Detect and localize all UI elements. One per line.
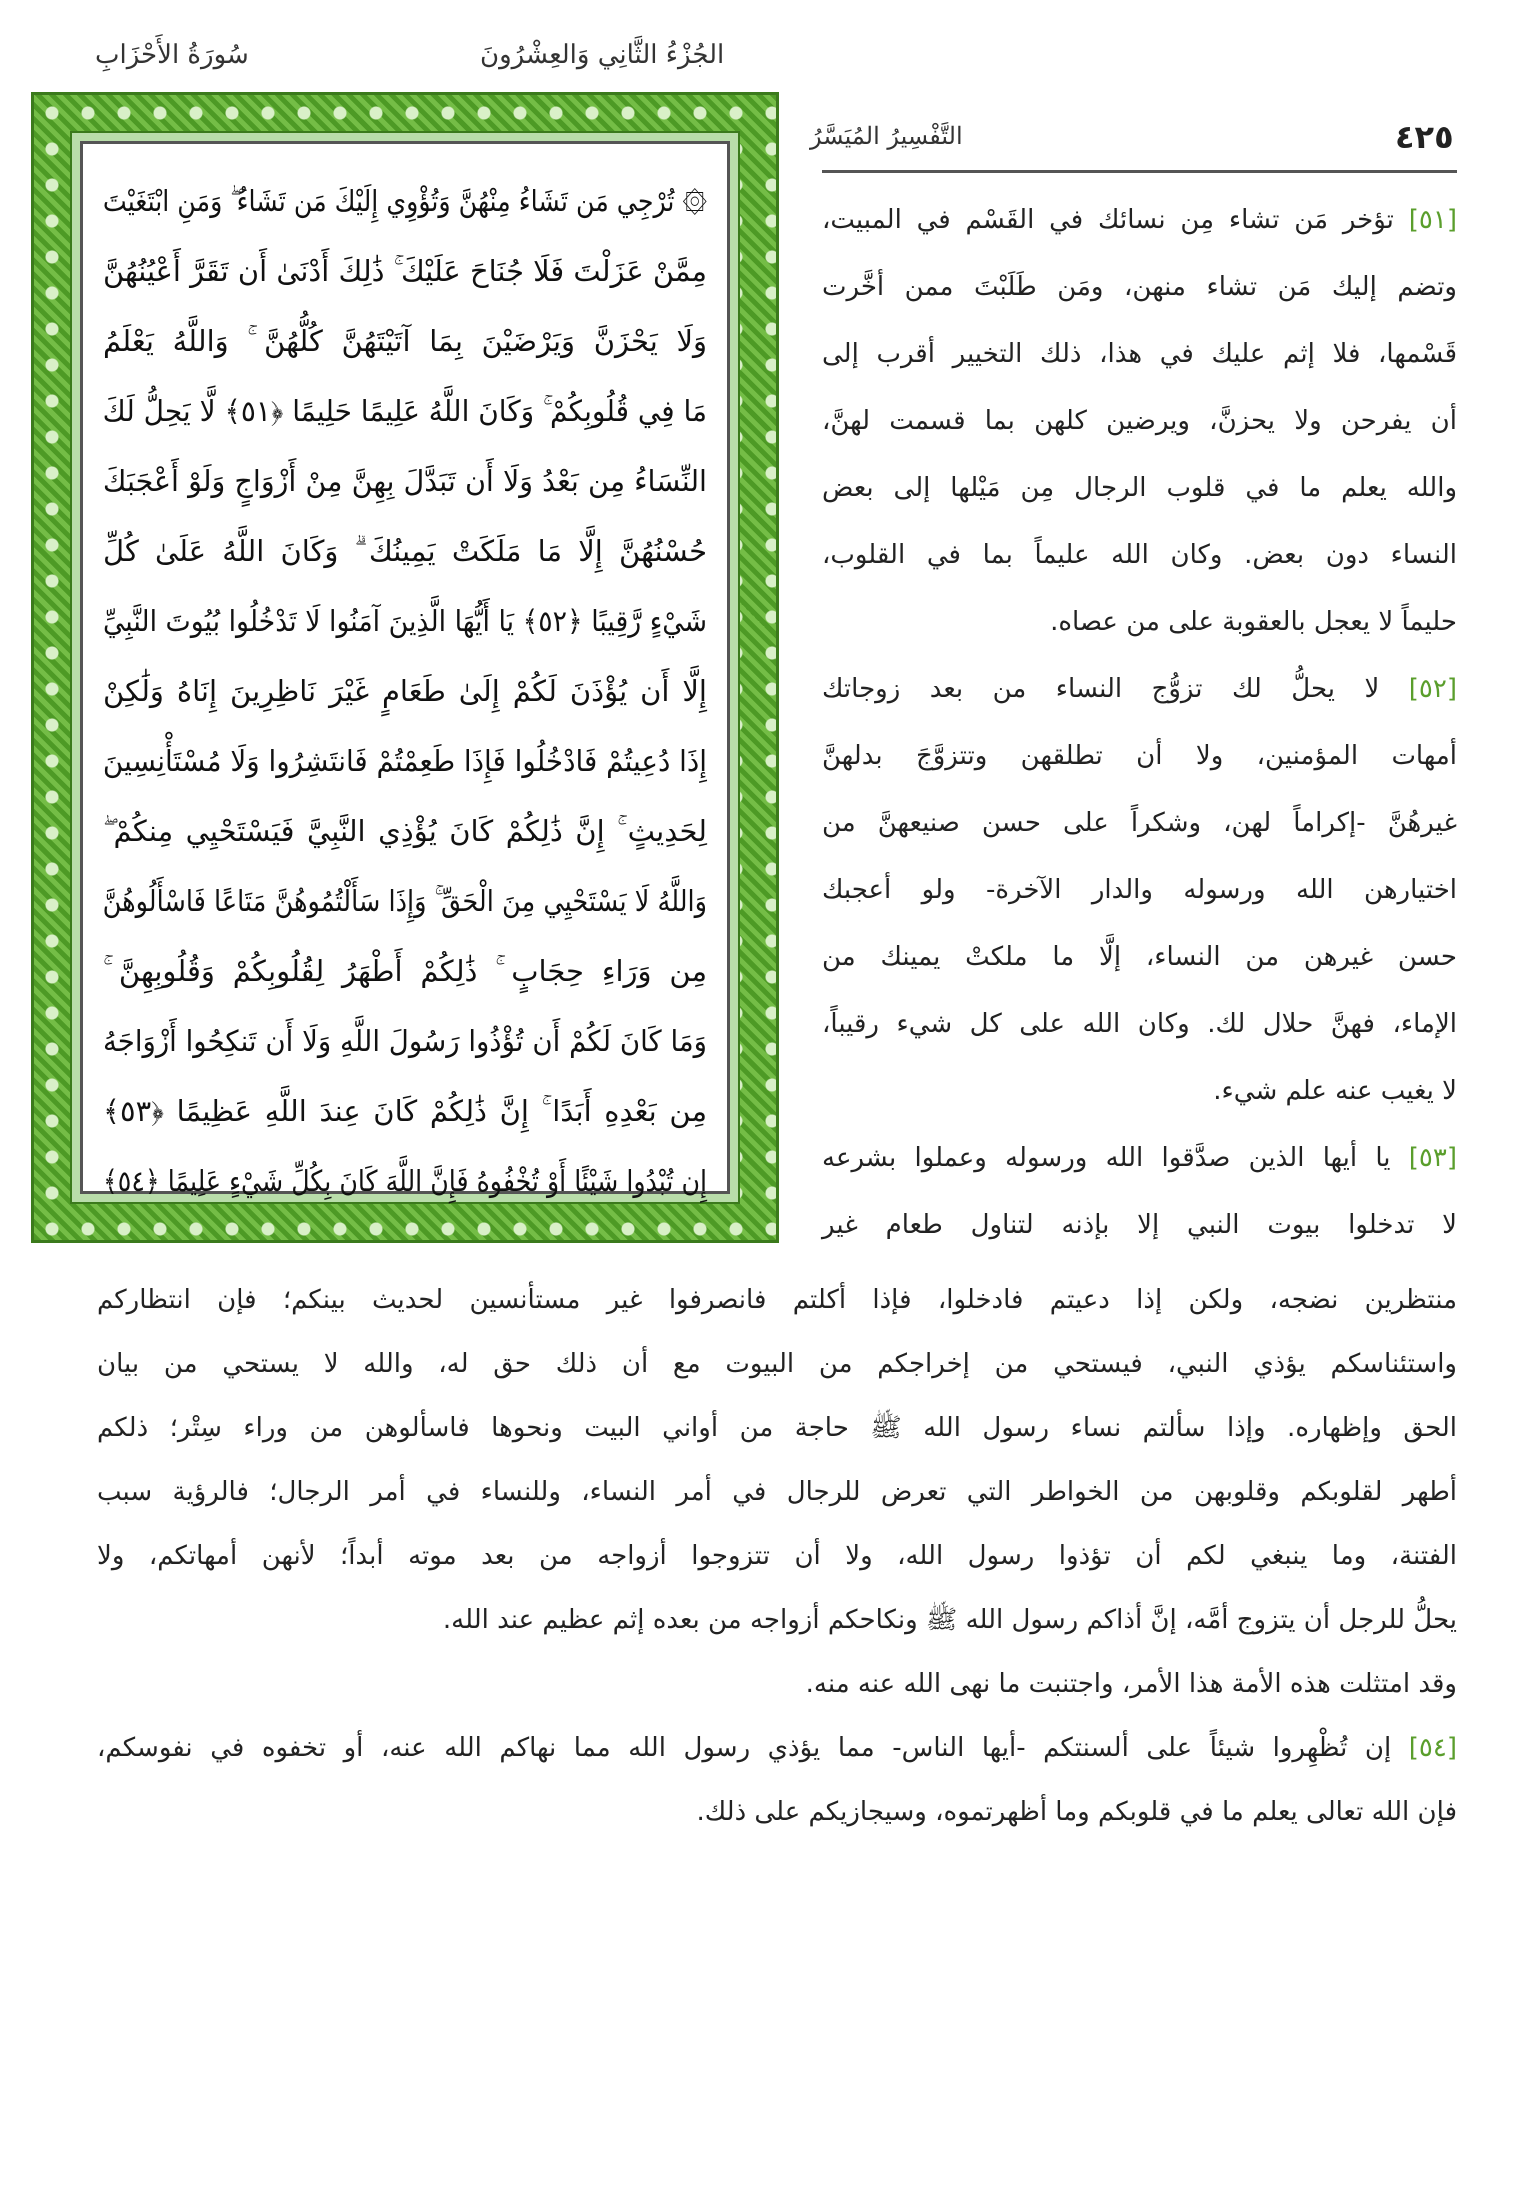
tafsir-line — [822, 991, 1457, 1058]
tafsir-text: فإن الله تعالى يعلم ما في قلوبكم وما أظهرتموه، وسيجازيكم على ذلك. — [696, 1797, 1457, 1827]
tafsir-line — [822, 924, 1457, 991]
quran-text — [103, 166, 707, 1216]
tafsir-line — [822, 388, 1457, 455]
surah-name-header: سُورَةُ الأَحْزَابِ — [95, 40, 249, 70]
quran-line: وَمَا كَانَ لَكُمْ أَن تُؤْذُوا رَسُولَ اللَّهِ وَلَا أَن تَنكِحُوا أَزْوَاجَهُ — [103, 1024, 707, 1058]
tafsir-column — [822, 187, 1457, 1259]
tafsir-line — [822, 1192, 1457, 1259]
tafsir-text: تؤخر مَن تشاء مِن نسائك في القَسْم في المبيت، — [822, 205, 1394, 235]
tafsir-line — [822, 455, 1457, 522]
quran-text-box — [80, 141, 730, 1198]
tafsir-line — [97, 1268, 1457, 1332]
tafsir-text: قَسْمها، فلا إثم عليك في هذا، ذلك التخيير أقرب إلى — [822, 339, 1457, 369]
tafsir-text: لا يحلُّ لك تزوُّج النساء من بعد زوجاتك — [822, 674, 1380, 704]
verse-number-label: [٥٢] — [1408, 674, 1457, 704]
tafsir-line — [822, 857, 1457, 924]
quran-line: حُسْنُهُنَّ إِلَّا مَا مَلَكَتْ يَمِينُكَ ۗ وَكَانَ اللَّهُ عَلَىٰ كُلِّ — [103, 534, 707, 568]
tafsir-text: يا أيها الذين صدَّقوا الله ورسوله وعملوا بشرعه — [822, 1143, 1391, 1173]
tafsir-line — [97, 1652, 1457, 1716]
tafsir-text: حليماً لا يعجل بالعقوبة على من عصاه. — [1050, 607, 1457, 637]
tafsir-text: إن تُظْهِروا شيئاً على ألسنتكم -أيها الناس- مما يؤذي رسول الله مما نهاكم الله عنه، أو تخفوه في نفوسكم، — [97, 1733, 1392, 1763]
tafsir-line — [97, 1780, 1457, 1844]
quran-line: النِّسَاءُ مِن بَعْدُ وَلَا أَن تَبَدَّلَ بِهِنَّ مِنْ أَزْوَاجٍ وَلَوْ أَعْجَبَكَ — [102, 464, 707, 498]
quran-line: إِن تُبْدُوا شَيْئًا أَوْ تُخْفُوهُ فَإِنَّ اللَّهَ كَانَ بِكُلِّ شَيْءٍ عَلِيمًا ﴿٥٤﴾ — [103, 1164, 707, 1198]
tafsir-text: النساء دون بعض. وكان الله عليماً بما في القلوب، — [822, 540, 1457, 570]
tafsir-line — [822, 790, 1457, 857]
tafsir-line — [822, 321, 1457, 388]
header-divider — [822, 170, 1457, 173]
juz-name-header: الجُزْءُ الثَّانِي وَالعِشْرُونَ — [480, 40, 725, 70]
verse-number-label: [٥٣] — [1408, 1143, 1457, 1173]
tafsir-line — [822, 187, 1457, 254]
tafsir-text: لا تدخلوا بيوت النبي إلا بإذنه لتناول طعام غير — [822, 1210, 1457, 1240]
tafsir-line — [822, 589, 1457, 656]
tafsir-text: وقد امتثلت هذه الأمة هذا الأمر، واجتنبت ما نهى الله عنه منه. — [805, 1669, 1457, 1699]
verse-number-label: [٥٤] — [1408, 1733, 1458, 1763]
tafsir-text: واستئناسكم يؤذي النبي، فيستحي من إخراجكم من البيوت مع أن ذلك حق له، والله لا يستحي من بيان — [97, 1349, 1457, 1379]
tafsir-text: وتضم إليك مَن تشاء منهن، ومَن طَلَبْتَ ممن أخَّرت — [822, 272, 1457, 302]
tafsir-text: حسن غيرهن من النساء، إلَّا ما ملكتْ يمينك من — [822, 942, 1457, 972]
quran-line: مِن بَعْدِهِ أَبَدًا ۚ إِنَّ ذَٰلِكُمْ كَانَ عِندَ اللَّهِ عَظِيمًا ﴿٥٣﴾ — [103, 1094, 707, 1128]
tafsir-line — [822, 254, 1457, 321]
tafsir-text: أطهر لقلوبكم وقلوبهن من الخواطر التي تعرض للرجال في أمر النساء، وللنساء في أمر الرجال؛ فالرؤية سبب — [97, 1477, 1457, 1507]
tafsir-line — [97, 1460, 1457, 1524]
tafsir-text: أمهات المؤمنين، ولا أن تطلقهن وتتزوَّجَ بدلهنَّ — [822, 741, 1457, 771]
tafsir-line — [97, 1332, 1457, 1396]
tafsir-text: الفتنة، وما ينبغي لكم أن تؤذوا رسول الله، ولا أن تتزوجوا أزواجه من بعد موته أبداً؛ لأنهن أمهاتكم، ولا — [97, 1541, 1457, 1571]
quran-line: إِلَّا أَن يُؤْذَنَ لَكُمْ إِلَىٰ طَعَامٍ غَيْرَ نَاظِرِينَ إِنَاهُ وَلَٰكِنْ — [103, 674, 707, 708]
quran-line: مِن وَرَاءِ حِجَابٍ ۚ ذَٰلِكُمْ أَطْهَرُ لِقُلُوبِكُمْ وَقُلُوبِهِنَّ ۚ — [103, 954, 707, 988]
tafsir-line — [822, 522, 1457, 589]
frame-inner-band — [70, 131, 740, 1204]
quran-line: مِمَّنْ عَزَلْتَ فَلَا جُنَاحَ عَلَيْكَ ۚ ذَٰلِكَ أَدْنَىٰ أَن تَقَرَّ أَعْيُنُهُنَّ — [103, 254, 707, 288]
tafsir-text: منتظرين نضجه، ولكن إذا دعيتم فادخلوا، فإذا أكلتم فانصرفوا غير مستأنسين لحديث بينكم؛ فإن انتظاركم — [97, 1285, 1457, 1315]
tafsir-text: والله يعلم ما في قلوب الرجال مِن مَيْلها إلى بعض — [822, 473, 1457, 503]
tafsir-text: أن يفرحن ولا يحزنَّ، ويرضين كلهن بما قسمت لهنَّ، — [822, 406, 1457, 436]
tafsir-line — [97, 1588, 1457, 1652]
tafsir-line — [97, 1524, 1457, 1588]
tafsir-text: يحلُّ للرجل أن يتزوج أمَّه، إنَّ أذاكم رسول الله ﷺ ونكاحكم أزواجه من بعده إثم عظيم عند الله. — [442, 1605, 1457, 1635]
tafsir-line — [822, 656, 1457, 723]
tafsir-text: لا يغيب عنه علم شيء. — [1213, 1076, 1457, 1106]
quran-line: وَاللَّهُ لَا يَسْتَحْيِي مِنَ الْحَقِّ ۚ وَإِذَا سَأَلْتُمُوهُنَّ مَتَاعًا فَاسْأَلُوهُنَّ — [102, 884, 708, 918]
tafsir-text: اختيارهن الله ورسوله والدار الآخرة- ولو أعجبك — [822, 875, 1457, 905]
tafsir-text: الحق وإظهاره. وإذا سألتم نساء رسول الله ﷺ حاجة من أواني البيت ونحوها فاسألوهن من وراء سِتْر؛ ذلكم — [97, 1413, 1457, 1443]
page-number: ٤٢٥ — [1395, 118, 1454, 156]
quran-line: لِحَدِيثٍ ۚ إِنَّ ذَٰلِكُمْ كَانَ يُؤْذِي النَّبِيَّ فَيَسْتَحْيِي مِنكُمْ ۖ — [103, 814, 707, 848]
verse-number-label: [٥١] — [1408, 205, 1457, 235]
tafsir-line — [97, 1716, 1457, 1780]
quran-line: شَيْءٍ رَّقِيبًا ﴿٥٢﴾ يَا أَيُّهَا الَّذِينَ آمَنُوا لَا تَدْخُلُوا بُيُوتَ النَّبِيِّ — [103, 604, 707, 638]
tafsir-line — [822, 723, 1457, 790]
quran-ornamental-frame — [31, 92, 779, 1243]
tafsir-line — [822, 1058, 1457, 1125]
tafsir-line — [97, 1396, 1457, 1460]
quran-line: وَلَا يَحْزَنَّ وَيَرْضَيْنَ بِمَا آتَيْتَهُنَّ كُلُّهُنَّ ۚ وَاللَّهُ يَعْلَمُ — [103, 324, 707, 358]
tafsir-full-width — [97, 1268, 1457, 1844]
quran-line: إِذَا دُعِيتُمْ فَادْخُلُوا فَإِذَا طَعِمْتُمْ فَانتَشِرُوا وَلَا مُسْتَأْنِسِينَ — [102, 744, 707, 778]
quran-line: ۞ تُرْجِي مَن تَشَاءُ مِنْهُنَّ وَتُؤْوِي إِلَيْكَ مَن تَشَاءُ ۖ وَمَنِ ابْتَغَيْتَ — [102, 184, 708, 218]
tafsir-line — [822, 1125, 1457, 1192]
tafsir-text: غيرهُنَّ -إكراماً لهن، وشكراً على حسن صنيعهنَّ من — [822, 808, 1457, 838]
tafsir-text: الإماء، فهنَّ حلال لك. وكان الله على كل شيء رقيباً، — [822, 1009, 1457, 1039]
tafsir-title: التَّفْسِيرُ المُيَسَّرُ — [810, 122, 963, 150]
quran-line: مَا فِي قُلُوبِكُمْ ۚ وَكَانَ اللَّهُ عَلِيمًا حَلِيمًا ﴿٥١﴾ لَّا يَحِلُّ لَكَ — [102, 394, 707, 428]
